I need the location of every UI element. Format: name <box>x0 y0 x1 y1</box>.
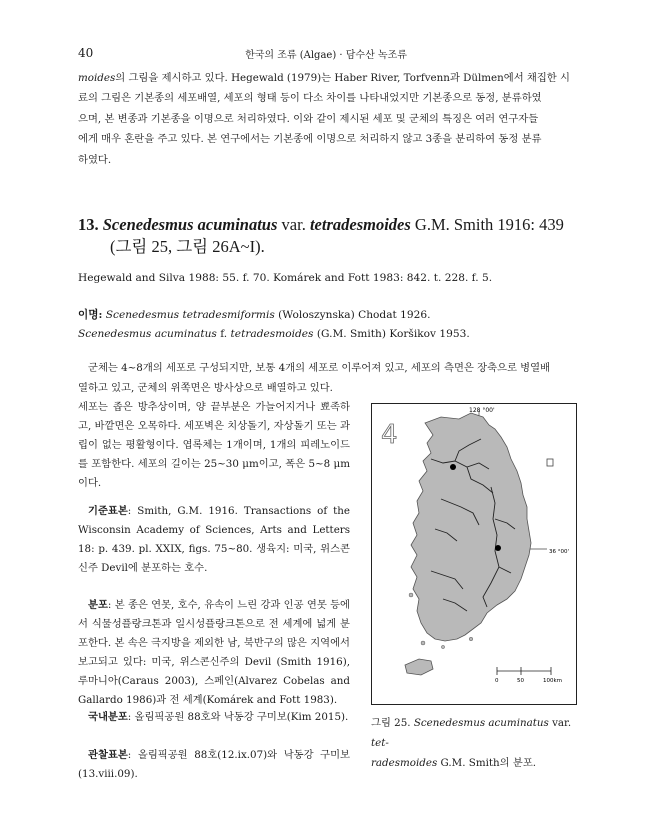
intro-paragraph <box>78 68 586 170</box>
ulleung-island <box>547 459 553 466</box>
longitude-label: 128 °00' <box>469 407 495 414</box>
synonym-2-form-label: f. <box>220 328 228 340</box>
distribution-label: 분포 <box>88 599 108 611</box>
korea-map-svg <box>371 403 577 705</box>
scale-100: 100km <box>543 678 563 684</box>
intro-line-2: 료의 그림은 기본종의 세포배열, 세포의 형태 등이 다소 차이를 나타내었지만 기본종으로 동정, 분류하였 <box>78 92 542 105</box>
synonym-2-author: (G.M. Smith) Koršikov 1953. <box>316 328 470 340</box>
synonym-block: 이명: Scenedesmus tetradesmiformis (Woloszynska) Chodat 1926. Scenedesmus acuminatus f. tetradesmoides (G.M. Smith) Koršikov 1953. <box>78 309 470 340</box>
latitude-label: 36 °00' <box>549 549 570 555</box>
page-number: 40 <box>78 46 94 60</box>
domestic-text: : 올림픽공원 88호와 낙동강 구미보(Kim 2015). <box>127 711 349 723</box>
observed-text: : 올림픽공원 88호(12.ix.07)와 낙동강 구미보(13.viii.09). <box>78 749 350 780</box>
caption-variety-a: tet- <box>371 737 389 749</box>
reference-line: Hegewald and Silva 1988: 55. f. 70. Komárek and Fott 1983: 842. t. 228. f. 5. <box>78 272 493 284</box>
type-specimen-label: 기준표본 <box>88 505 128 517</box>
scale-0: 0 <box>495 678 499 684</box>
running-title: 한국의 조류 (Algae) · 담수산 녹조류 <box>245 50 407 61</box>
synonym-2-name: Scenedesmus acuminatus <box>78 328 217 340</box>
species-variety: tetradesmoides <box>309 215 411 234</box>
caption-species: Scenedesmus acuminatus <box>413 717 549 729</box>
caption-var: var. <box>552 717 572 729</box>
species-var-label: var. <box>281 215 306 234</box>
synonym-1-author: (Woloszynska) Chodat 1926. <box>278 309 431 321</box>
figure-caption <box>371 713 583 773</box>
distribution-map <box>371 403 577 705</box>
site-nakdong-gumi <box>495 545 501 551</box>
observed-paragraph <box>78 746 350 784</box>
type-specimen-text: : Smith, G.M. 1916. Transactions of the Wisconsin Academy of Sciences, Arts and Letters 18: p. 439. pl. XXIX, figs. 75~80. 생육지: 미국, 위스콘신주 Devil에 분포하는 호수. <box>78 505 350 574</box>
description-column <box>78 398 350 493</box>
species-figure-ref: (그림 25, 그림 26A~I). <box>110 237 265 256</box>
species-author: G.M. Smith 1916: 439 <box>414 215 564 234</box>
description-line-1: 군체는 4~8개의 세포로 구성되지만, 보통 4개의 세포로 이루어져 있고, 세포의 측면은 장축으로 병열배 <box>88 362 551 374</box>
domestic-paragraph <box>78 708 350 727</box>
synonym-label: 이명 <box>78 309 99 321</box>
scale-50: 50 <box>517 678 524 684</box>
small-island <box>441 645 444 648</box>
distribution-paragraph <box>78 596 350 709</box>
intro-italic-word: moides <box>78 72 116 84</box>
small-island <box>409 593 413 597</box>
intro-line-1-text: 의 그림을 제시하고 있다. Hegewald (1979)는 Haber River, Torfvenn과 Dülmen에서 채집한 시 <box>115 72 570 84</box>
type-specimen-paragraph <box>78 502 350 578</box>
species-title <box>78 214 598 258</box>
synonym-1-name: Scenedesmus tetradesmiformis <box>105 309 275 321</box>
species-number: 13. <box>78 215 99 234</box>
observed-label: 관찰표본 <box>88 749 128 761</box>
description-full-width <box>78 358 586 399</box>
species-name: Scenedesmus acuminatus <box>102 215 278 234</box>
intro-line-4: 에게 매우 혼란을 주고 있다. 본 연구에서는 기본종에 이명으로 처리하지 않고 3종을 분리하여 동정 분류 <box>78 133 542 146</box>
caption-prefix: 그림 25. <box>371 717 411 729</box>
description-line-2: 열하고 있고, 군체의 위쪽면은 방사상으로 배열하고 있다. <box>78 382 333 395</box>
intro-line-3: 으며, 본 변종과 기본종을 이명으로 처리하였다. 이와 같이 제시된 세포 및 군체의 특징은 여러 연구자들 <box>78 112 539 125</box>
domestic-label: 국내분포 <box>88 711 128 723</box>
small-island <box>421 641 425 645</box>
site-olympic-park <box>450 464 456 470</box>
description-cell-paragraph: 세포는 좁은 방추상이며, 양 끝부분은 가늘어지거나 뾰족하고, 바깥면은 오목하다. 세포벽은 치상돌기, 자상돌기 또는 과립이 없는 평활형이다. 엽록체는 1개이며, 1개의 피레노이드를 포함한다. 세포의 길이는 25~30 μm이고, 폭은 5~8 μm이다. <box>78 401 350 489</box>
caption-variety-b: radesmoides <box>371 757 438 769</box>
small-island <box>469 637 473 641</box>
caption-suffix: G.M. Smith의 분포. <box>440 757 537 769</box>
distribution-text: : 본 종은 연못, 호수, 유속이 느린 강과 인공 연못 등에서 식물성플랑크톤과 일시성플랑크톤으로 전 세계에 넓게 분포한다. 본 속은 극지방을 제외한 남, 북반구의 많은 지역에서 보고되고 있다: 미국, 위스콘신주의 Devil (Smith 1916), 루마니아(Caraus 2003), 스페인(Alvarez Cobelas and Gallardo 1986)과 전 세계(Komárek and Fott 1983). <box>78 599 350 706</box>
synonym-2-form-name: tetradesmoides <box>230 328 314 340</box>
corner-glyph: 4 <box>381 420 398 450</box>
intro-line-1 <box>78 68 586 88</box>
intro-line-5: 하였다. <box>78 153 112 166</box>
